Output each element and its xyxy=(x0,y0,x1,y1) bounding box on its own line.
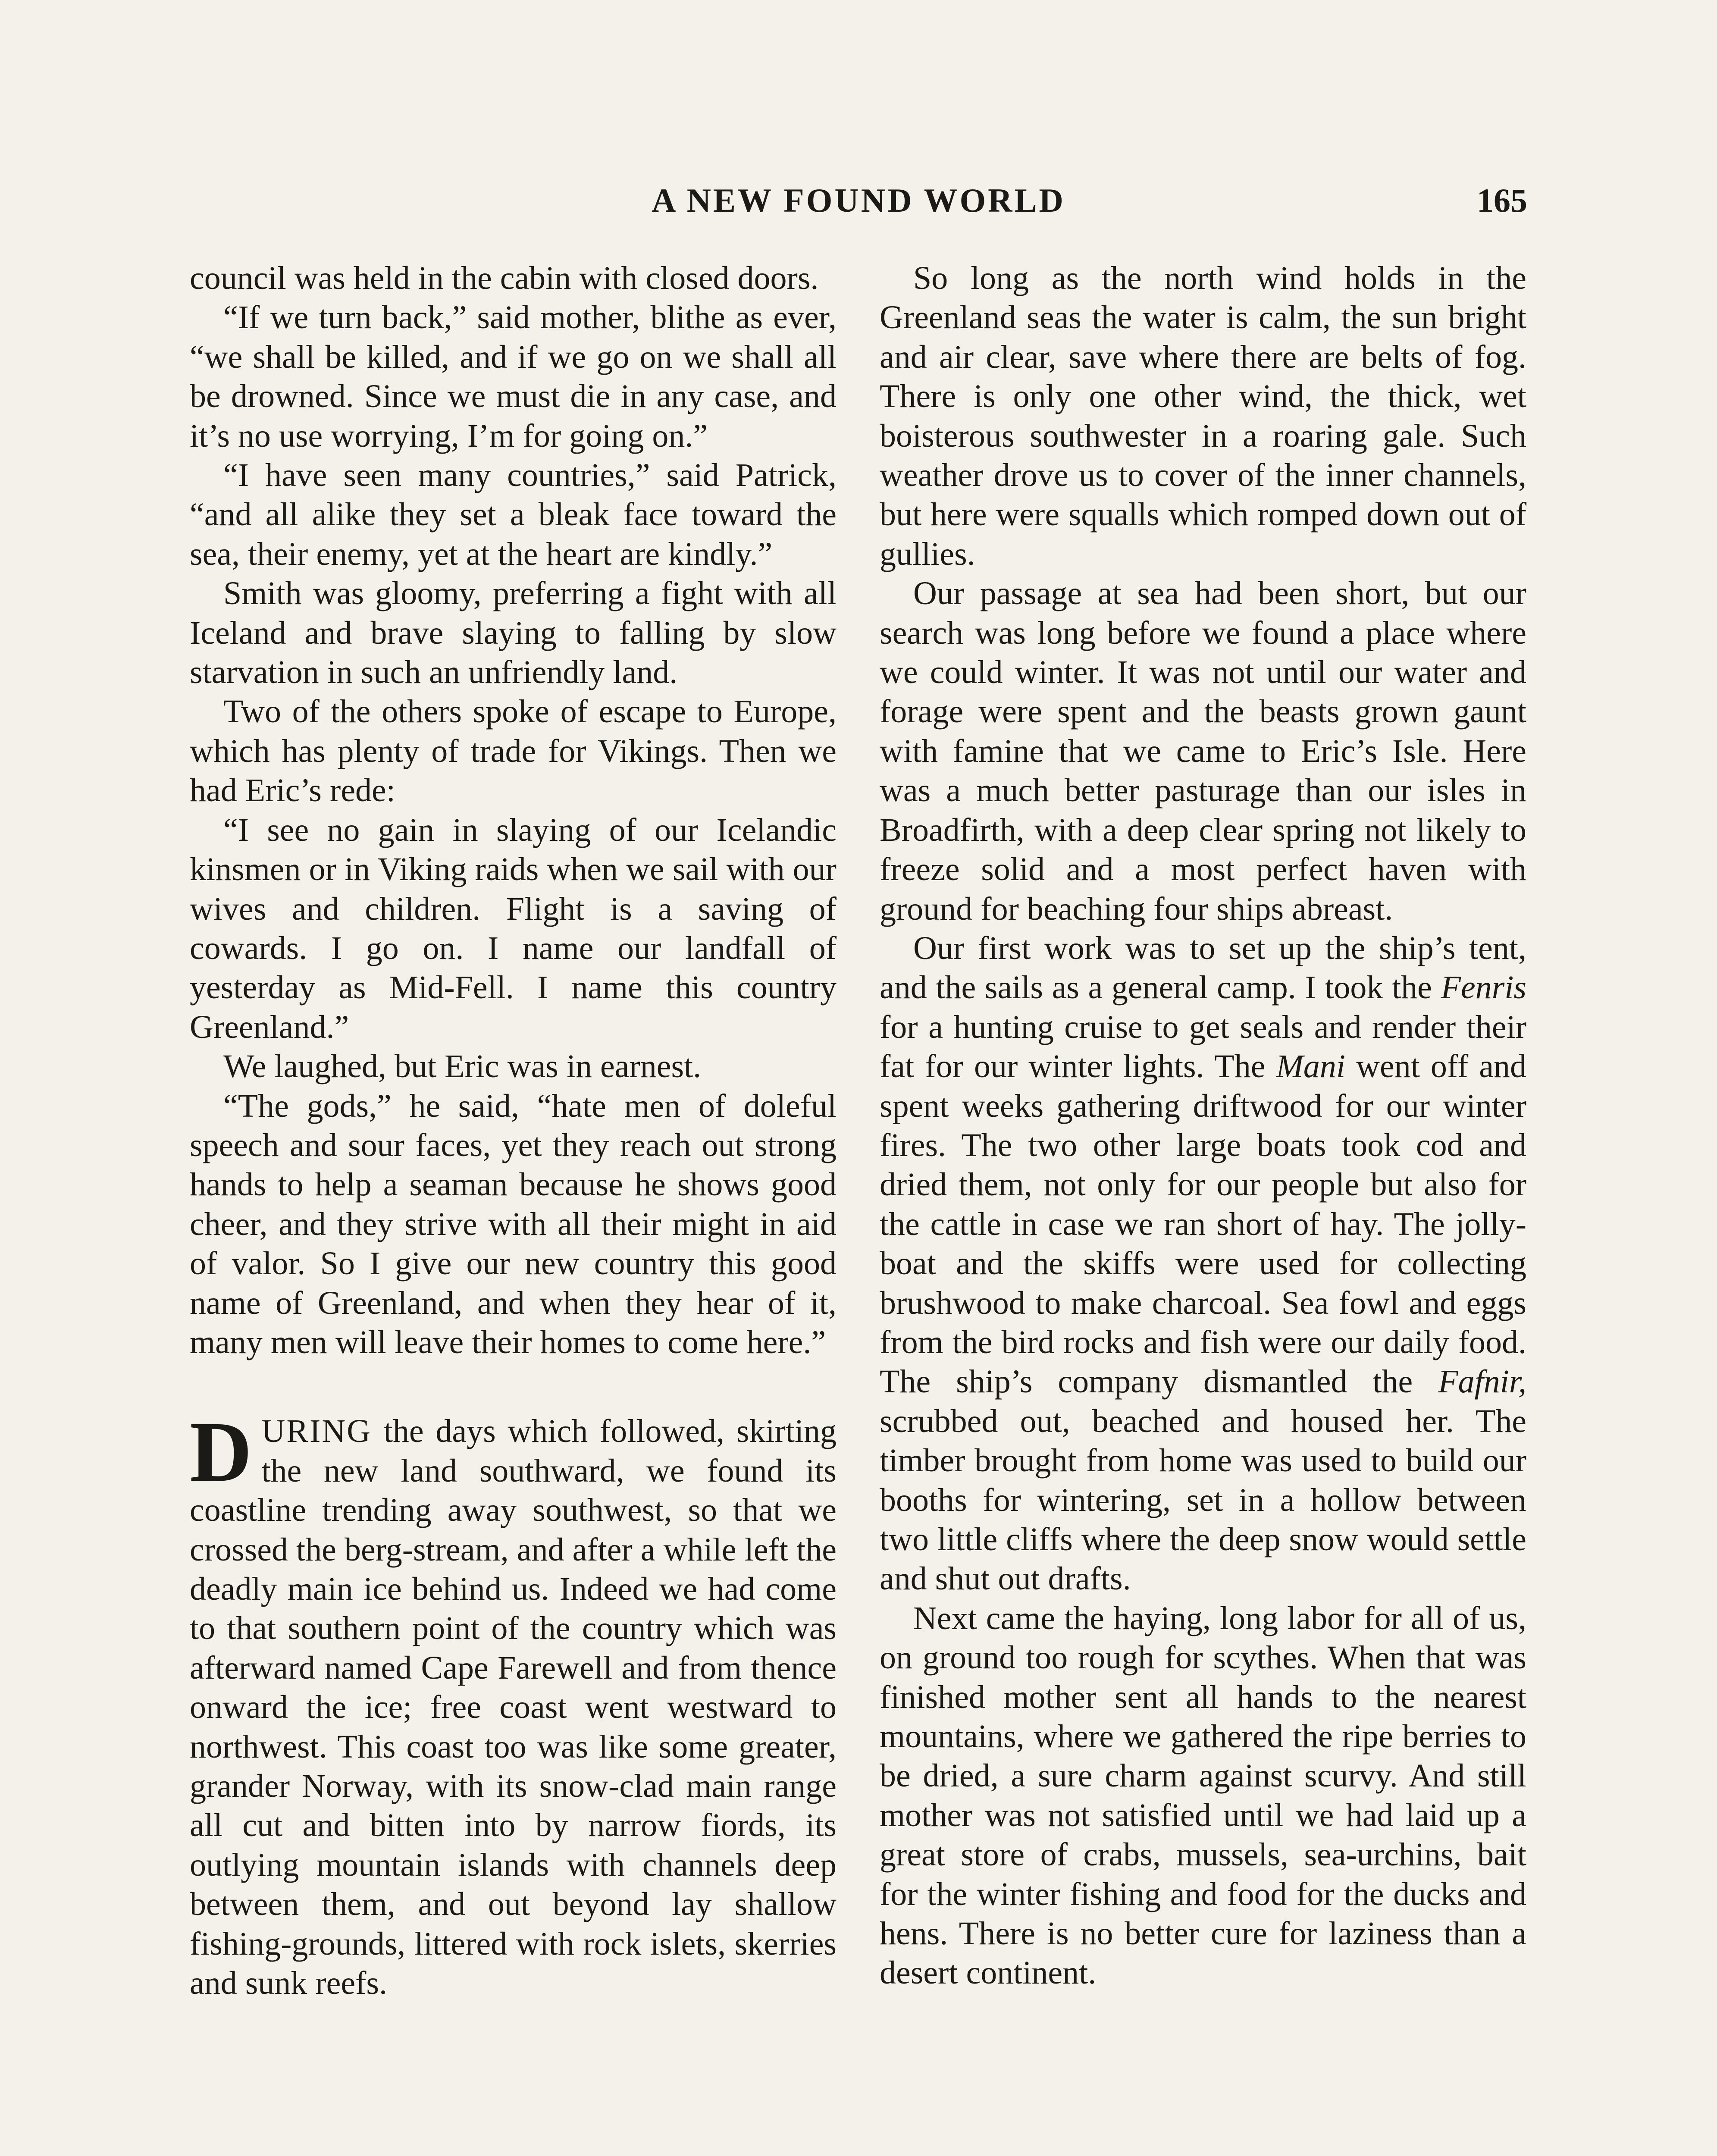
paragraph: We laughed, but Eric was in earnest. xyxy=(223,1048,702,1085)
paragraph: Our passage at sea had been short, but our search was long before we found a place where we could winter. It was not until our water and forage were spent and the beasts grown gaunt with famine that we came to Eric’s Isle. Here was a much better pasturage than our isles in Broadfirth, with a deep clear spring not likely to freeze solid and a most perfect haven with ground for beaching four ships abreast. xyxy=(880,575,1526,927)
paragraph: “The gods,” he said, “hate men of doleful speech and sour faces, yet they reach out strong hands to help a seaman because he shows good cheer, and they strive with all their might in aid of valor. So I give our new country this good name of Greenland, and when they hear of it, many men will leave their homes to come here.” xyxy=(190,1087,837,1360)
drop-cap: D xyxy=(190,1404,252,1500)
paragraph: So long as the north wind holds in the Greenland seas the water is calm, the sun bright and air clear, save where there are belts of fog. There is only one other wind, the thick, wet boisterous southwester in a roaring gale. Such weather drove us to cover of the inner channels, but here were squalls which romped down out of gullies. xyxy=(880,260,1526,572)
paragraph: “I see no gain in slaying of our Icelandic kinsmen or in Viking raids when we sail with our wives and children. Flight is a saving of cowards. I go on. I name our landfall of yesterday as Mid-Fell. I name this country Greenland.” xyxy=(190,812,837,1045)
running-head: A NEW FOUND WORLD xyxy=(652,182,1065,219)
paragraph: Two of the others spoke of escape to Europe, which has plenty of trade for Vikings. Then we had Eric’s rede: xyxy=(190,693,837,809)
paragraph-drop-cap xyxy=(190,1404,837,2003)
paragraph: Next came the haying, long labor for all of us, on ground too rough for scythes. When that was finished mother sent all hands to the nearest mountains, where we gathered the ripe berries to be dried, a sure charm against scurvy. And still mother was not satisfied until we had laid up a great store of crabs, mussels, sea-urchins, bait for the winter fishing and food for the ducks and hens. There is no better cure for laziness than a desert continent. xyxy=(880,1600,1526,1991)
paragraph: “If we turn back,” said mother, blithe as ever, “we shall be killed, and if we go on we shall all be drowned. Since we must die in any case, and it’s no use worrying, I’m for going on.” xyxy=(190,299,837,454)
paragraph-text: for a hunting cruise to get seals and render their fat for our winter lights. The xyxy=(880,1009,1526,1085)
drop-cap-word-rest: URING xyxy=(261,1413,372,1450)
paragraph-text: went off and spent weeks gathering driftwood for our winter fires. The two other large boats took cod and dried them, not only for our people but also for the cattle in case we ran short of hay. The jolly-boat and the skiffs were used for collecting brushwood to make charcoal. Sea fowl and eggs from the bird rocks and fish were our daily food. The ship’s company dismantled the xyxy=(880,1048,1526,1400)
page-number: 165 xyxy=(1477,182,1527,219)
paragraph: council was held in the cabin with closed doors. xyxy=(190,260,819,296)
paragraph-text: Our first work was to set up the ship’s tent, and the sails as a general camp. I took the xyxy=(880,930,1526,1006)
left-column xyxy=(190,259,837,2003)
paragraph-text: scrubbed out, beached and housed her. The timber brought from home was used to build our booths for wintering, set in a hollow between two little cliffs where the deep snow would settle and shut out drafts. xyxy=(880,1403,1526,1597)
paragraph: “I have seen many countries,” said Patrick, “and all alike they set a bleak face toward the sea, their enemy, yet at the heart are kindly.” xyxy=(190,457,837,572)
ship-name-fenris: Fenris xyxy=(1441,969,1526,1006)
section-break xyxy=(190,1362,837,1412)
ship-name-fafnir: Fafnir, xyxy=(1438,1363,1526,1400)
ship-name-mani: Mani xyxy=(1276,1048,1345,1085)
paragraph: Smith was gloomy, preferring a fight with all Iceland and brave slaying to falling by slow starvation in such an unfriendly land. xyxy=(190,575,837,691)
paragraph-text: the days which followed, skirting the new land southward, we found its coastline trending away southwest, so that we crossed the berg-stream, and after a while left the deadly main ice behind us. Indeed we had come to that southern point of the country which was afterward named Cape Farewell and from thence onward the ice; free coast went westward to northwest. This coast too was like some greater, grander Norway, with its snow-clad main range all cut and bitten into by narrow fiords, its outlying mountain islands with channels deep between them, and out beyond lay shallow fishing-grounds, littered with rock islets, skerries and sunk reefs. xyxy=(190,1413,837,2002)
paragraph xyxy=(880,929,1526,1599)
right-column xyxy=(880,259,1526,1993)
page-header xyxy=(0,175,1717,226)
